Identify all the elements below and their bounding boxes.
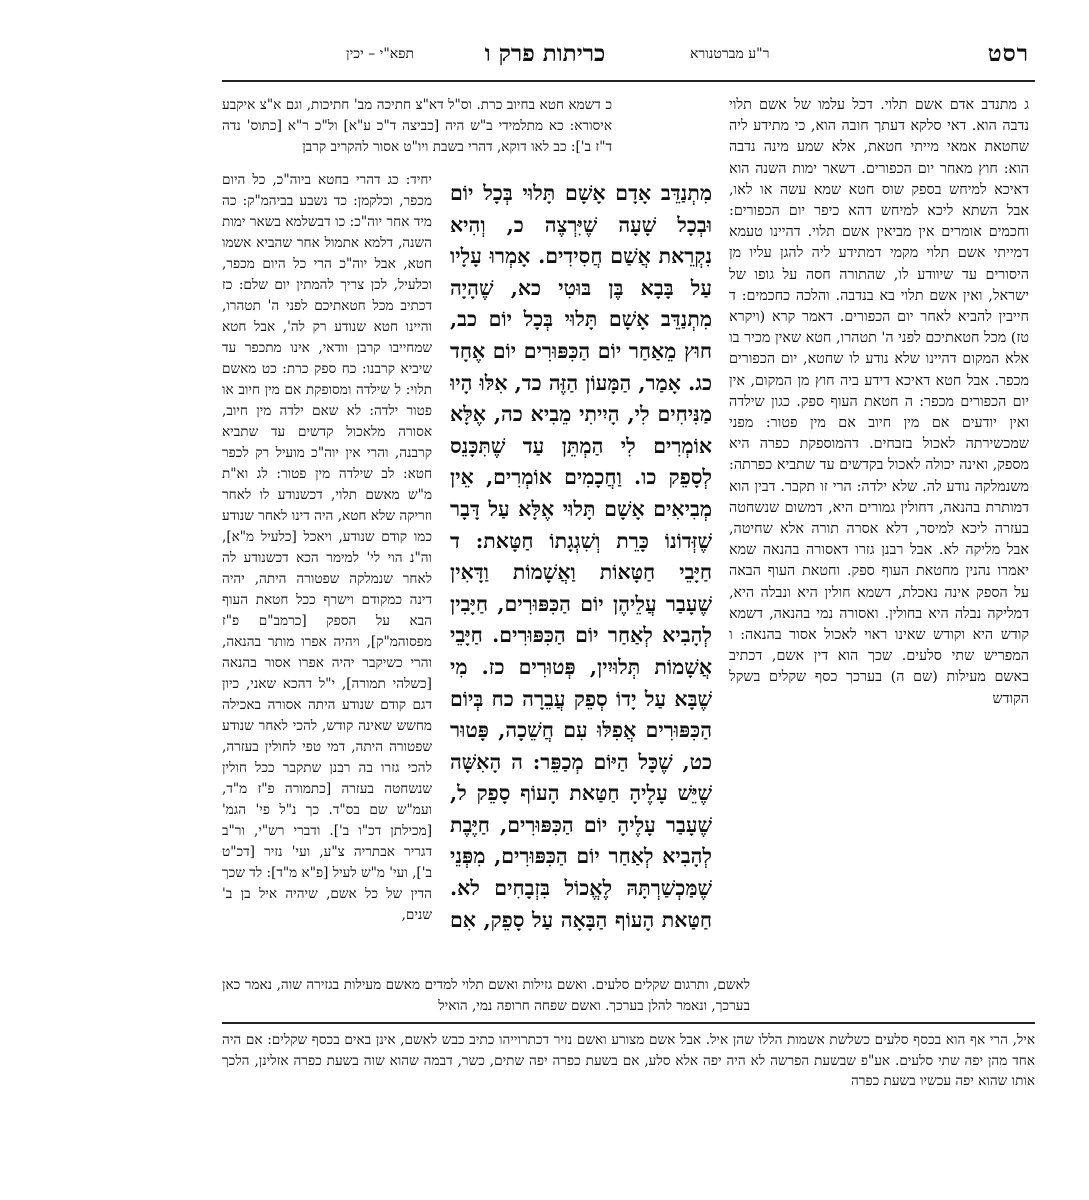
mishna-text: מִתְנַדֵּב אָדָם אָשָׁם תָּלוּי בְּכָל יוֹם וּבְכָל שָׁעָה שֶׁיִּרְצֶה כ, וְהִיא נִקְרֵאת אֲשַׁם חֲסִידִים. אָמְרוּ עָלָיו עַל בָּבָא בֶּן בּוּטִי כא, שֶׁהָיָה מִתְנַדֵּב אָשָׁם תָּלוּי בְּכָל יוֹם כב, חוּץ מֵאַחַר יוֹם הַכִּפּוּרִים יוֹם אֶחָד כג. אָמַר, הַמָּעוֹן הַזֶּה כד, אִלּוּ הָיוּ מַנִּיחִים לִי, הָיִיתִי מֵבִיא כה, אֶלָּא אוֹמְרִים לִי הַמְתֵּן עַד שֶׁתִּכָּנֵס לְסָפֵק כו. וַחֲכָמִים אוֹמְרִים, אֵין מְבִיאִים אָשָׁם תָּלוּי אֶלָּא עַל דָּבָר שֶׁזְּדוֹנוֹ כָּרֵת וְשִׁגְגָתוֹ חַטָּאת: ד חַיָּבֵי חַטָּאוֹת וַאֲשָׁמוֹת וַדָּאִין שֶׁעָבַר עֲלֵיהֶן יוֹם הַכִּפּוּרִים, חַיָּבִין לְהָבִיא לְאַחַר יוֹם הַכִּפּוּרִים. חַיָּבֵי אֲשָׁמוֹת תְּלוּיִין, פְּטוּרִים כז. מִי שֶׁבָּא עַל יָדוֹ סְפֵק עֲבֵרָה כח בְּיוֹם הַכִּפּוּרִים אֲפִלּוּ עִם חֲשֵׁכָה, פָּטוּר כט, שֶׁכָּל הַיּוֹם מְכַפֵּר: ה הָאִשָּׁה שֶׁיֵּשׁ עָלֶיהָ חַטַּאת הָעוֹף סָפֵק ל, שֶׁעָבַר עָלֶיהָ יוֹם הַכִּפּוּרִים, חַיֶּבֶת לְהָבִיא לְאַחַר יוֹם הַכִּפּוּרִים, מִפְּנֵי שֶׁמַּכְשַׁרְתָּהּ לֶאֱכוֹל בִּזְבָחִים לא. חַטַּאת הָעוֹף הַבָּאָה עַל סָפֵק, אִם bbox=[450, 181, 712, 932]
tiferet-yisrael-notes bbox=[222, 170, 432, 930]
header-sub-left: תפא"י – יכין bbox=[346, 46, 415, 62]
bartenura-continuation-top bbox=[222, 975, 750, 1017]
tiferet-yisrael-notes-text: יחיד: כג דהרי בחטא ביוה"כ, כל היום מכפר, וכלקמן: כד נשבע בביהמ"ק: כה מיד אחר יוה"כ: כו דבשלמא בשאר ימות השנה, דלמא אתמול אחר שהביא אשמו חטא, אבל יוה"כ הרי כל היום מכפר, וכלעיל, לכן צריך להמתין יום שלם: כז דכתיב מכל חטאתיכם לפני ה' תטהרו, והיינו חטא שנודע רק לה', אבל חטא שמחייבו קרבן וודאי, אינו מתכפר עד שיביא קרבנו: כח ספק כרת: כט מאשם תלוי: ל שילדה ומסופקת אם מין חיוב או פטור ילדה: לא שאם ילדה מין חיוב, אסורה מלאכול קדשים עד שתביא קרבנה, והרי אין יוה"כ מועיל רק לכפר חטא: לב שילדה מין פטור: לג וא"ת מ"ש מאשם תלוי, דכשנודע לו לאחר וזריקה שלא חטא, היה דינו לאחר שנודע כמו קודם שנודע, ויאכל [כלעיל מ"א], וה"נ הוי לי' למימר הכא דכשנודע לה לאחר שנמלקה שפטורה היתה, יהיה דינה כמקודם וישרף ככל חטאת העוף הבא על הספק [כרמב"ם פ"ז מפסוהמ"ק], ויהיה אפרו מותר בהנאה, והרי כשיקבר יהיה אפרו אסור בהנאה [כשלהי תמורה], י"ל דהכא שאני, כיון דגם קודם שנודע היתה אסורה באכילה מחשש שאינה קודש, להכי לאחר שנודע שפטורה היתה, דמי טפי לחולין בעזרה, להכי גזרו בה רבנן שתקבר ככל חולין שנשחטה בעזרה [כתמורה פ"ז מ"ד, ועמ"ש שם בס"ד. כך נ"ל פי' הגמ' [מכילתן דכ"ו ב']. ודברי רש"י, ור"ב דגריר אבתריה צ"ע, ועי' נזיר [דכ"ט ב'], ועי' מ"ש לעיל [פ"א מ"ד]: לד שכך הדין של כל אשם, שיהיה איל בן ב' שנים, bbox=[222, 172, 432, 923]
bartenura-text: ג מתנדב אדם אשם תלוי. דכל עלמו של אשם תלוי נדבה הוא. דאי סלקא דעתך חובה הוא, כי מתידע ליה שחטאת אמאי מייתי חטאת, אלא שמע מינה נדבה הוא: חוץ מאחר יום הכפורים. דשאר ימות השנה הוא דאיכא למיחש בספק שוס חטא שמא עשה או לאו, אבל השתא ליכא למיחש דהא כיפר יום הכפורים: וחכמים אומרים אין מביאין אשם תלוי. דהיינו טעמא דמייתי אשם תלוי מקמי דמתידע ליה להגן עליו מן היסורים עד שיוודע לו, שהתורה חסה על גופו של ישראל, ואין אשם תלוי בא בנדבה. והלכה כחכמים: ד חייבין להביא לאחר יום הכפורים. דאמר קרא (ויקרא טז) מכל חטאתיכם לפני ה' תטהרו, חטא שאין מכיר בו אלא המקום דהיינו שלא נודע לו שחטא, יום הכפורים מכפר. אבל חטא דאיכא דידע ביה חוץ מן המקום, אין יום הכפורים מכפר: ה חטאת העוף ספק. כגון שילדה ואין יודעים אם מין חיוב אם מין פטור: מפני שמכשירתה לאכול בזבחים. דהמוספקת כפרה היא מספק, ואינה יכולה לאכול בקדשים עד שתביא כפרתה: משנמלקה נודע לה. שלא ילדה: הרי זו תקבר. דבין הוא דמותרת בהנאה, דחולין גמורים היא, דמשום שנשחטה בעזרה ליכא למיסר, דלא אסרה תורה אלא שחיטה, אבל מליקה לא. אבל רבנן גזרו דאסורה בהנאה שמא יאמרו נהנין מחטאת העוף ספק. וחטאת העוף הבאה על הספק אינה נאכלת, דשמא חולין היא ונבלה היא, דמליקה נבלה היא בחולין. ואסורה נמי בהנאה, דשמא קודש היא וקודש שאינו ראוי לאכול אסור בהנאה: ו המפריש שתי סלעים. שכך הוא דין אשם, דכתיב באשם מעילות (שם ה) בערכך כסף שקלים בשקל הקודש bbox=[729, 97, 1029, 707]
header-sub-right: ר"ע מברטנורא bbox=[690, 46, 770, 62]
bartenura-continuation-top-text: לאשם, ותרגום שקלים סלעים. ואשם גזילות ואשם תלוי למדים מאשם מעילות בגזירה שוה, נאמר כאן בערכך, ונאמר להלן בערכך. ואשם שפחה חרופה נמי, הואיל bbox=[222, 977, 750, 1014]
header-rule bbox=[222, 80, 1035, 82]
tiferet-yisrael-top bbox=[222, 95, 612, 165]
chapter-title: כריתות פרק ו bbox=[484, 40, 606, 67]
bartenura-commentary bbox=[729, 95, 1029, 935]
bartenura-continuation-bottom-text: איל, הרי אף הוא בכסף סלעים כשלשת אשמות הללו שהן איל. אבל אשם מצורע ואשם נזיר דכתרוייהו כתיב כבש לאשם, אינן באים בכסף שקלים: אם היה אחד מהן יפה שתי סלעים. אע"פ שבשעת הפרשה לא היה יפה אלא סלע, אם בשעת כפרה יפה שתים, כשר, דבמה שהוא שוה בשעת כפרה אזלינן, הלכך אותו שהוא יפה עכשיו בשעת כפרה bbox=[222, 1032, 1035, 1089]
bartenura-continuation-bottom bbox=[222, 1030, 1035, 1115]
tiferet-yisrael-top-text: כ דשמא חטא בחיוב כרת. וס"ל דא"צ חתיכה מב' חתיכות, וגם א"צ איקבע איסורא: כא מתלמידי ב"ש היה [כביצה ד"כ ע"א] ול"כ ר"א [כתוס' נדה ד"ז ב']: כב לאו דוקא, דהרי בשבת ויו"ט אסור להקריב קרבן bbox=[222, 97, 612, 155]
footer-rule bbox=[222, 1022, 1035, 1024]
mishna-text-block bbox=[450, 178, 712, 933]
page-number: רסט bbox=[987, 40, 1029, 67]
